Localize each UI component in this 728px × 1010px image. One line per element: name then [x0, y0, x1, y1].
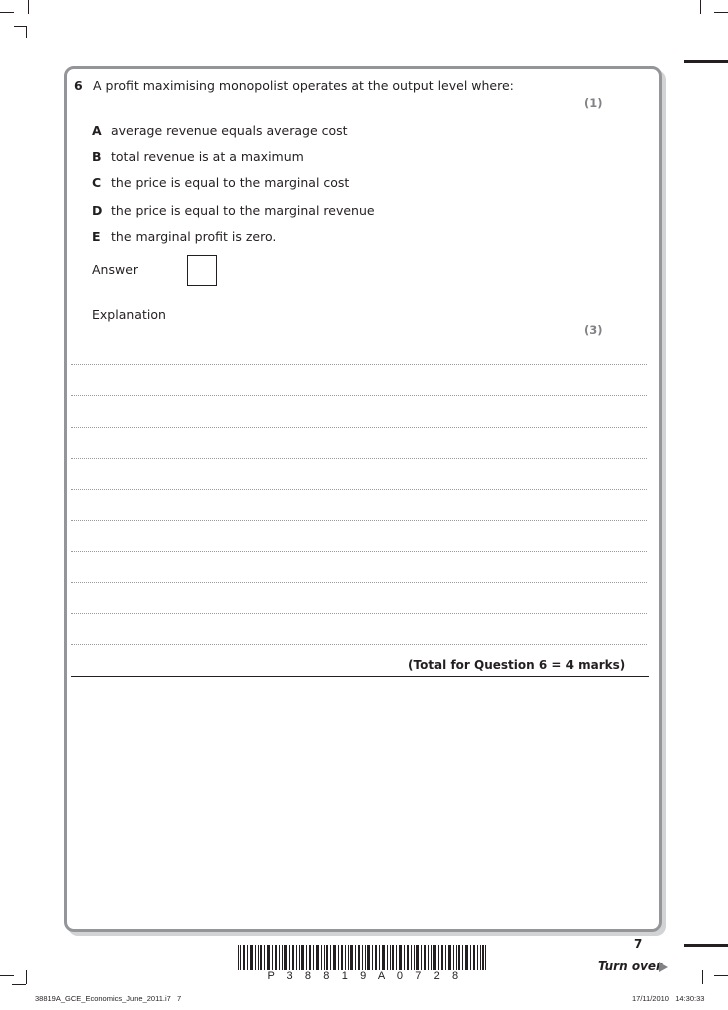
footer-filename: 38819A_GCE_Economics_June_2011.i7 7: [35, 994, 182, 1003]
page-number: 7: [634, 937, 643, 951]
barcode-digit: 8: [304, 970, 312, 982]
option-text-e: the marginal profit is zero.: [111, 229, 277, 244]
crop-mark: [14, 26, 26, 27]
answer-line[interactable]: [71, 458, 647, 459]
question-stem: A profit maximising monopolist operates at the output level where:: [93, 78, 514, 93]
option-letter-e: E: [92, 229, 101, 244]
barcode-digit: 2: [433, 970, 440, 982]
question-number: 6: [74, 78, 83, 93]
barcode: [238, 945, 486, 970]
barcode-digits: [262, 970, 464, 982]
barcode-digit: A: [377, 970, 386, 982]
answer-line[interactable]: [71, 644, 647, 645]
option-letter-a: A: [92, 123, 102, 138]
total-rule: [71, 676, 649, 677]
marks-mcq: (1): [584, 96, 603, 110]
barcode-digit: 8: [323, 970, 330, 982]
crop-mark: [684, 60, 728, 63]
crop-mark: [700, 0, 701, 14]
barcode-digit: 9: [360, 970, 367, 982]
answer-box[interactable]: [187, 255, 217, 286]
answer-line[interactable]: [71, 427, 647, 428]
crop-mark: [714, 975, 728, 976]
marks-explanation: (3): [584, 323, 603, 337]
explanation-label: Explanation: [92, 307, 166, 322]
answer-line[interactable]: [71, 395, 647, 396]
answer-line[interactable]: [71, 613, 647, 614]
answer-frame: [64, 66, 662, 932]
crop-mark: [0, 975, 14, 976]
barcode-digit: 3: [286, 970, 293, 982]
crop-mark: [12, 984, 26, 985]
crop-mark: [714, 12, 728, 13]
crop-mark: [26, 26, 27, 38]
crop-mark: [702, 970, 703, 984]
turn-over-label: Turn over: [598, 959, 662, 973]
answer-line[interactable]: [71, 551, 647, 552]
crop-mark: [684, 944, 728, 947]
answer-line[interactable]: [71, 582, 647, 583]
barcode-digit: 7: [415, 970, 422, 982]
crop-mark: [28, 0, 29, 14]
arrow-right-icon: [659, 962, 668, 972]
answer-line[interactable]: [71, 520, 647, 521]
option-letter-d: D: [92, 203, 103, 218]
option-text-c: the price is equal to the marginal cost: [111, 175, 350, 190]
turn-over: [598, 959, 662, 973]
barcode-digit: 1: [341, 970, 348, 982]
answer-line[interactable]: [71, 364, 647, 365]
option-letter-c: C: [92, 175, 102, 190]
barcode-digit: 8: [452, 970, 459, 982]
option-text-d: the price is equal to the marginal revenue: [111, 203, 375, 218]
answer-label: Answer: [92, 262, 139, 277]
option-text-b: total revenue is at a maximum: [111, 149, 304, 164]
answer-line[interactable]: [71, 489, 647, 490]
crop-mark: [0, 12, 14, 13]
barcode-digit: 0: [396, 970, 403, 982]
option-letter-b: B: [92, 149, 102, 164]
crop-mark: [26, 970, 27, 984]
option-text-a: average revenue equals average cost: [111, 123, 348, 138]
footer-datetime: 17/11/2010 14:30:33: [632, 994, 705, 1003]
barcode-digit: P: [267, 970, 275, 982]
question-total: (Total for Question 6 = 4 marks): [408, 658, 626, 672]
